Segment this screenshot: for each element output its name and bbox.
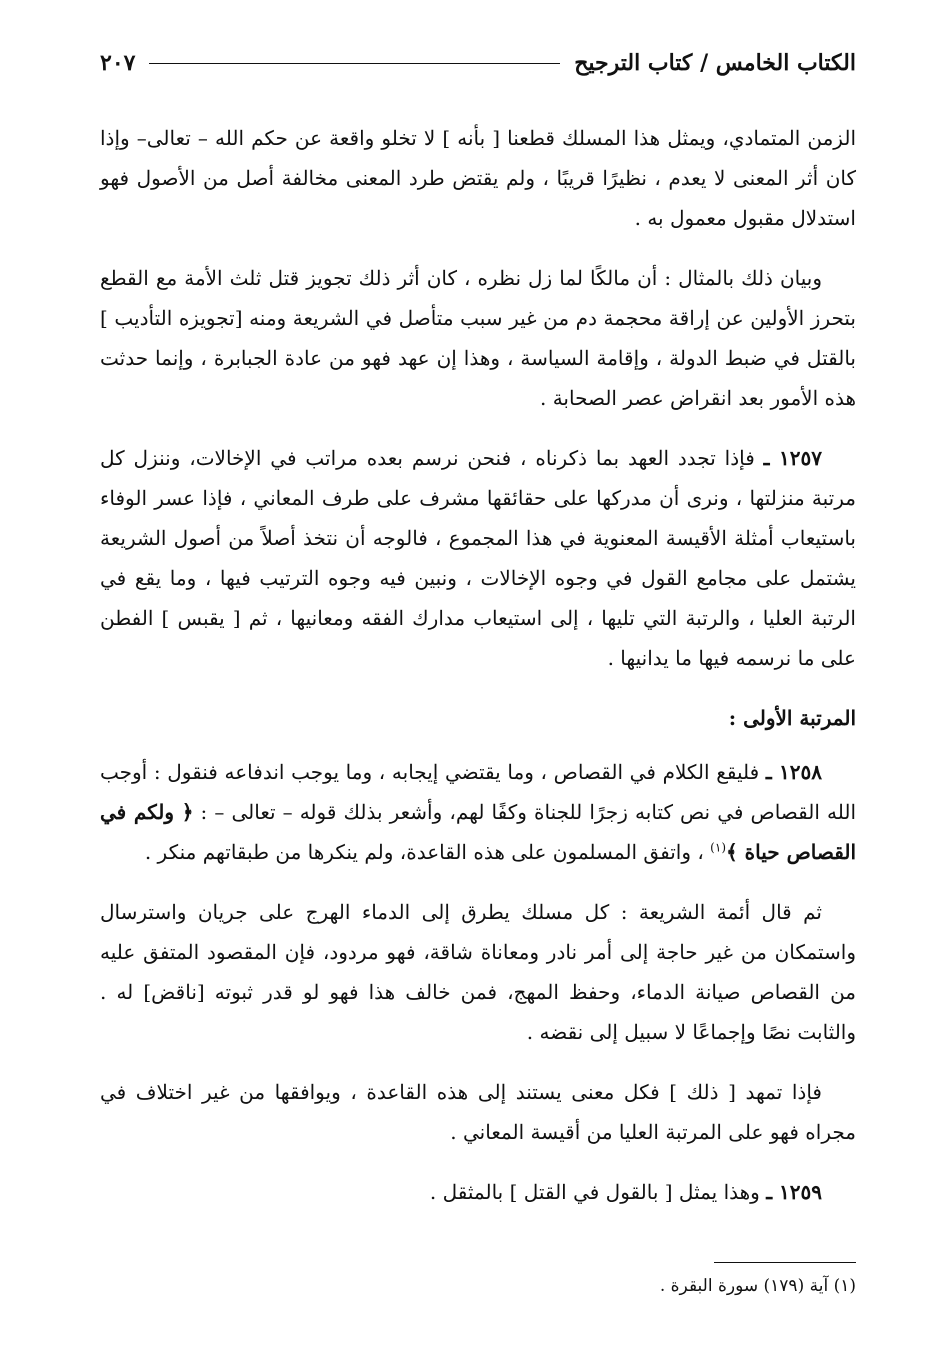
section-heading: المرتبة الأولى : [728,706,856,730]
footnote-ref: (١) [710,840,726,855]
running-header [100,40,856,86]
section-number-1258: ١٢٥٨ ـ [765,760,823,784]
paragraph-1: الزمن المتمادي، ويمثل هذا المسلك قطعنا [ بأنه ] لا تخلو واقعة عن حكم الله – تعالى– وإذا كان أثر المعنى لا يعدم ، نظيرًا قريبًا ، ولم يقتض طرد المعنى مخالفة أصل من الأصول فهو استدلال مقبول معمول به . [100,126,856,230]
footnote-divider [714,1262,856,1263]
header-rule [149,63,560,64]
paragraph-1258-text-b: ، واتفق المسلمون على هذه القاعدة، ولم ينكرها من طبقاتهم منكر . [144,840,704,864]
section-number-1259: ١٢٥٩ ـ [766,1180,822,1204]
paragraph-6: فإذا تمهد [ ذلك ] فكل معنى يستند إلى هذه القاعدة ، ويوافقها من غير اختلاف في مجراه فهو على المرتبة العليا من أقيسة المعاني . [100,1080,856,1144]
paragraph-1258-text-a: فليقع الكلام في القصاص ، وما يقتضي إيجابه ، وما يوجب اندفاعه فنقول : أوجب الله القصاص في نص كتابه زجرًا للجناة وكفًا لهم، وأشعر بذلك قوله – تعالى – : [100,760,857,824]
body-text [100,118,856,1232]
paragraph-5: ثم قال أئمة الشريعة : كل مسلك يطرق إلى الدماء الهرج على جريان واسترسال واستمكان من غير حاجة إلى أمر نادر ومعاناة شاقة، فهو مردود، فإن المقصود المتفق عليه من القصاص صيانة الدماء، وحفظ المهج، فمن خالف هذا فهو لو قدر ثبوته [ناقض] له . والثابت نصًا وإجماعًا لا سبيل إلى نقضه . [100,900,857,1044]
paragraph-1259 [100,1172,856,1212]
page-number: ٢٠٧ [100,50,136,76]
paragraph-1259-text: وهذا يمثل [ بالقول في القتل ] بالمثقل . [429,1180,760,1204]
paragraph-2: وبيان ذلك بالمثال : أن مالكًا لما زل نظره ، كان أثر ذلك تجويز قتل ثلث الأمة مع القطع بتحرز الأولين عن إراقة محجمة دم من غير سبب متأصل في الشريعة ومنه [تجويزه التأديب ] بالقتل في ضبط الدولة ، وإقامة السياسة ، وهذا إن عهد فهو من عادة الجبابرة ، وإنما حدثت هذه الأمور بعد انقراض عصر الصحابة . [100,266,856,410]
paragraph-1258 [100,752,856,872]
paragraph-1257-text: فإذا تجدد العهد بما ذكرناه ، فنحن نرسم بعده مراتب في الإخالات، وننزل كل مرتبة منزلتها ، ونرى أن مدركها على حقائقها مشرف على طرف المعاني ، فإذا عسر الوفاء باستيعاب أمثلة الأقيسة المعنوية في هذا المجموع ، فالوجه أن نتخذ أصلاً من أصول الشريعة يشتمل على مجامع القول في وجوه الإخالات ، ونبين فيه وجوه الترتيب فيها ، وما يقع في الرتبة العليا ، والرتبة التي تليها ، إلى استيعاب مدارك الفقه ومعانيها ، ثم [ يقبس ] الفطن على ما نرسمه فيها ما يدانيها . [100,446,856,670]
paragraph-1257 [100,438,856,678]
book-page [100,0,856,1372]
quran-quote: ﴿ ولكم في القصاص حياة ﴾ [100,800,856,864]
book-title: الكتاب الخامس / كتاب الترجيح [574,50,856,76]
footnote: (١) آية (١٧٩) سورة البقرة . [659,1276,856,1296]
section-number-1257: ١٢٥٧ ـ [763,446,822,470]
